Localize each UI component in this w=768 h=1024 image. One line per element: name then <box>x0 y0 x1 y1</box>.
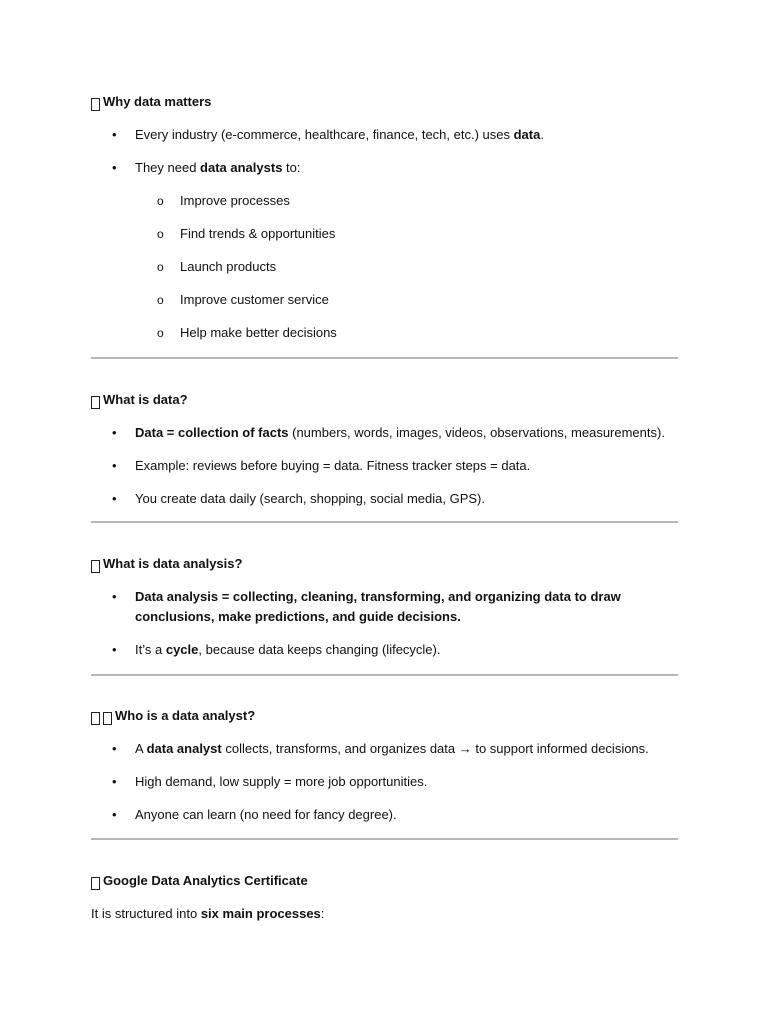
laptop-icon <box>103 712 112 725</box>
horizontal-rule <box>91 521 678 523</box>
list-item: • It’s a cycle, because data keeps changing (lifecycle). <box>112 640 668 660</box>
sub-bullet-icon: o <box>157 227 164 241</box>
list-item: • Anyone can learn (no need for fancy degree). <box>112 805 668 825</box>
list-item: • Data = collection of facts (numbers, words, images, videos, observations, measurements). <box>112 423 668 443</box>
sub-list-item: o Improve customer service <box>157 290 329 310</box>
bullet-icon: • <box>112 642 117 657</box>
sub-list-item: o Find trends & opportunities <box>157 224 335 244</box>
bullet-icon: • <box>112 425 117 440</box>
horizontal-rule <box>91 674 678 676</box>
bullet-icon: • <box>112 807 117 822</box>
sub-list-item: o Launch products <box>157 257 276 277</box>
section-heading-what-is-data: What is data? <box>91 392 188 409</box>
list-item: • Data analysis = collecting, cleaning, transforming, and organizing data to draw conclusions, make predictions, and guide decisions. <box>112 589 621 624</box>
certificate-icon <box>91 877 100 890</box>
section-heading-why-data-matters: Why data matters <box>91 94 211 111</box>
sub-bullet-icon: o <box>157 194 164 208</box>
bullet-icon: • <box>112 774 117 789</box>
list-item: • A data analyst collects, transforms, and organizes data → to support informed decisions. <box>112 739 668 759</box>
magnifier-icon <box>91 560 100 573</box>
sub-bullet-icon: o <box>157 326 164 340</box>
bullet-icon: • <box>112 589 117 604</box>
list-item: • High demand, low supply = more job opportunities. <box>112 772 668 792</box>
horizontal-rule <box>91 838 678 840</box>
globe-icon <box>91 98 100 111</box>
bullet-icon: • <box>112 491 117 506</box>
chart-icon <box>91 396 100 409</box>
bullet-icon: • <box>112 127 117 142</box>
horizontal-rule <box>91 357 678 359</box>
sub-bullet-icon: o <box>157 293 164 307</box>
bullet-icon: • <box>112 458 117 473</box>
person-icon <box>91 712 100 725</box>
sub-list-item: o Help make better decisions <box>157 323 337 343</box>
section-heading-who-is-a-data-analyst: Who is a data analyst? <box>91 708 255 725</box>
bullet-icon: • <box>112 160 117 175</box>
bullet-icon: • <box>112 741 117 756</box>
list-item: • You create data daily (search, shopping, social media, GPS). <box>112 489 668 509</box>
section-heading-what-is-data-analysis: What is data analysis? <box>91 556 242 573</box>
section-heading-google-certificate: Google Data Analytics Certificate <box>91 873 308 890</box>
sub-list-item: o Improve processes <box>157 191 290 211</box>
list-item: • Every industry (e-commerce, healthcare, finance, tech, etc.) uses data. <box>112 125 668 145</box>
list-item: • They need data analysts to: <box>112 158 668 178</box>
paragraph: It is structured into six main processes: <box>91 906 325 921</box>
list-item: • Example: reviews before buying = data. Fitness tracker steps = data. <box>112 456 668 476</box>
sub-bullet-icon: o <box>157 260 164 274</box>
